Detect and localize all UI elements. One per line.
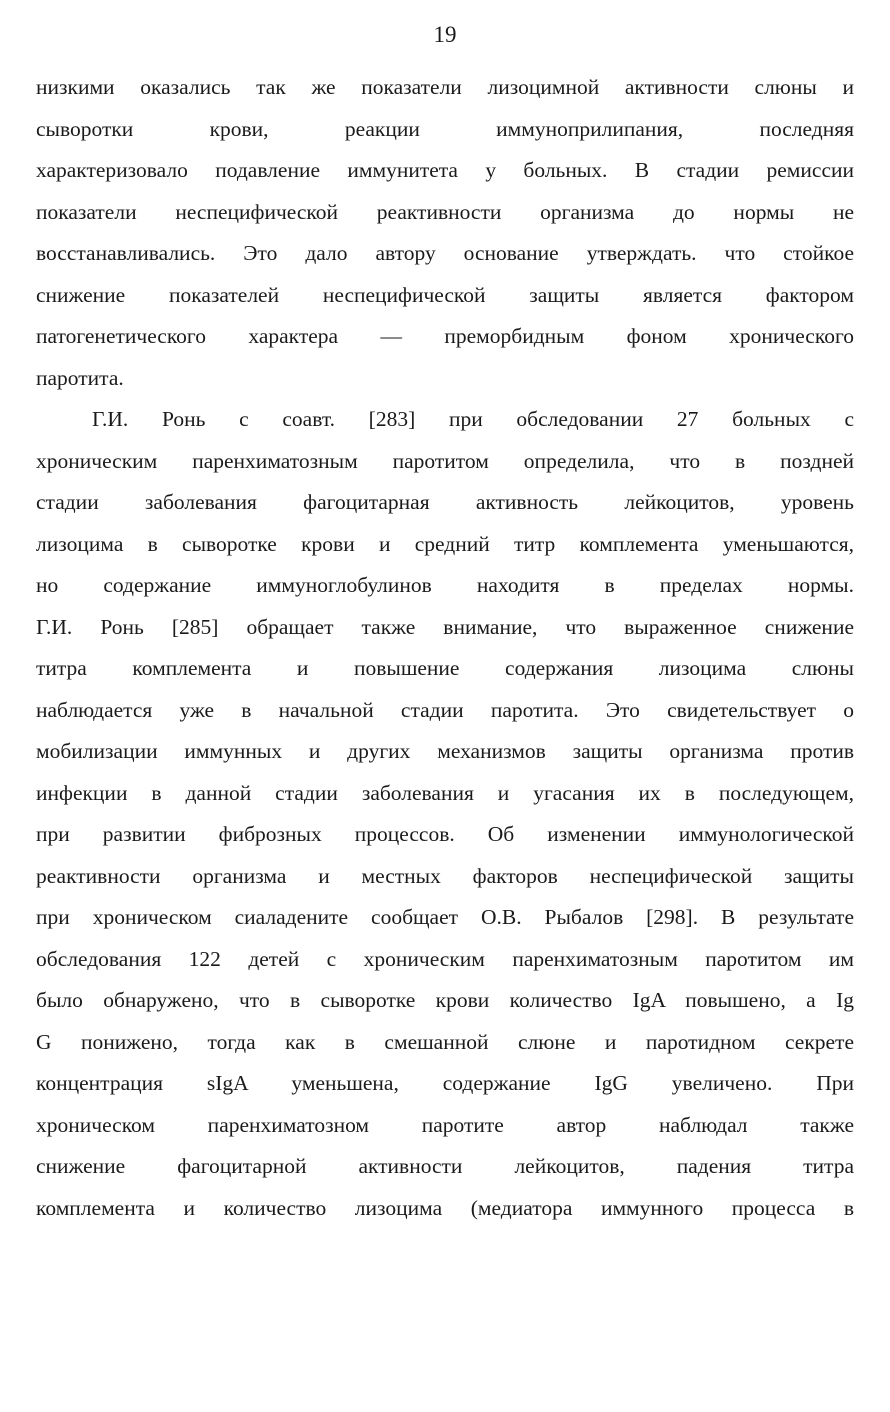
- text-line: стадии заболевания фагоцитарная активность лейкоцитов, уровень: [36, 490, 854, 514]
- text-line: G понижено, тогда как в смешанной слюне и паротидном секрете: [36, 1029, 854, 1054]
- text-line: характеризовало подавление иммунитета у больных. В стадии ремиссии: [36, 158, 854, 182]
- text-line: снижение фагоцитарной активности лейкоцитов, падения титра: [36, 1154, 854, 1178]
- text-line: хроническом паренхиматозном паротите автор наблюдал также: [36, 1112, 854, 1137]
- body-text: [36, 67, 854, 1229]
- paragraph: [36, 399, 854, 1229]
- text-line: инфекции в данной стадии заболевания и угасания их в последующем,: [36, 780, 854, 805]
- text-line: паротита.: [36, 365, 124, 390]
- text-line: при хроническом сиаладените сообщает О.В. Рыбалов [298]. В результате: [36, 905, 854, 929]
- text-line: хроническим паренхиматозным паротитом определила, что в поздней: [36, 448, 854, 473]
- text-line: титра комплемента и повышение содержания лизоцима слюны: [36, 656, 854, 680]
- text-line: комплемента и количество лизоцима (медиатора иммунного процесса в: [36, 1195, 854, 1220]
- text-line: но содержание иммуноглобулинов находитя в пределах нормы.: [36, 573, 854, 597]
- text-line: при развитии фиброзных процессов. Об изменении иммунологической: [36, 822, 854, 846]
- text-line: восстанавливались. Это дало автору основание утверждать. что стойкое: [36, 241, 854, 265]
- text-line: Г.И. Ронь [285] обращает также внимание, что выраженное снижение: [36, 614, 854, 639]
- text-line: было обнаружено, что в сыворотке крови количество IgA повышено, а Ig: [36, 988, 854, 1012]
- page-number: 19: [433, 22, 457, 47]
- text-line: лизоцима в сыворотке крови и средний титр комплемента уменьшаются,: [36, 531, 854, 556]
- text-line: низкими оказались так же показатели лизоцимной активности слюны и: [36, 75, 854, 99]
- text-line: концентрация sIgA уменьшена, содержание IgG увеличено. При: [36, 1071, 854, 1095]
- paragraph: [36, 67, 854, 399]
- text-line: снижение показателей неспецифической защиты является фактором: [36, 282, 854, 307]
- text-line: мобилизации иммунных и других механизмов защиты организма против: [36, 739, 854, 763]
- text-line: реактивности организма и местных факторов неспецифической защиты: [36, 863, 854, 888]
- text-line: наблюдается уже в начальной стадии паротита. Это свидетельствует о: [36, 697, 854, 722]
- text-line: сыворотки крови, реакции иммуноприлипания, последняя: [36, 116, 854, 141]
- text-line: обследования 122 детей с хроническим паренхиматозным паротитом им: [36, 946, 854, 971]
- text-line: показатели неспецифической реактивности организма до нормы не: [36, 199, 854, 224]
- text-line: Г.И. Ронь с соавт. [283] при обследовании 27 больных с: [92, 407, 854, 431]
- text-line: патогенетического характера — преморбидным фоном хронического: [36, 324, 854, 348]
